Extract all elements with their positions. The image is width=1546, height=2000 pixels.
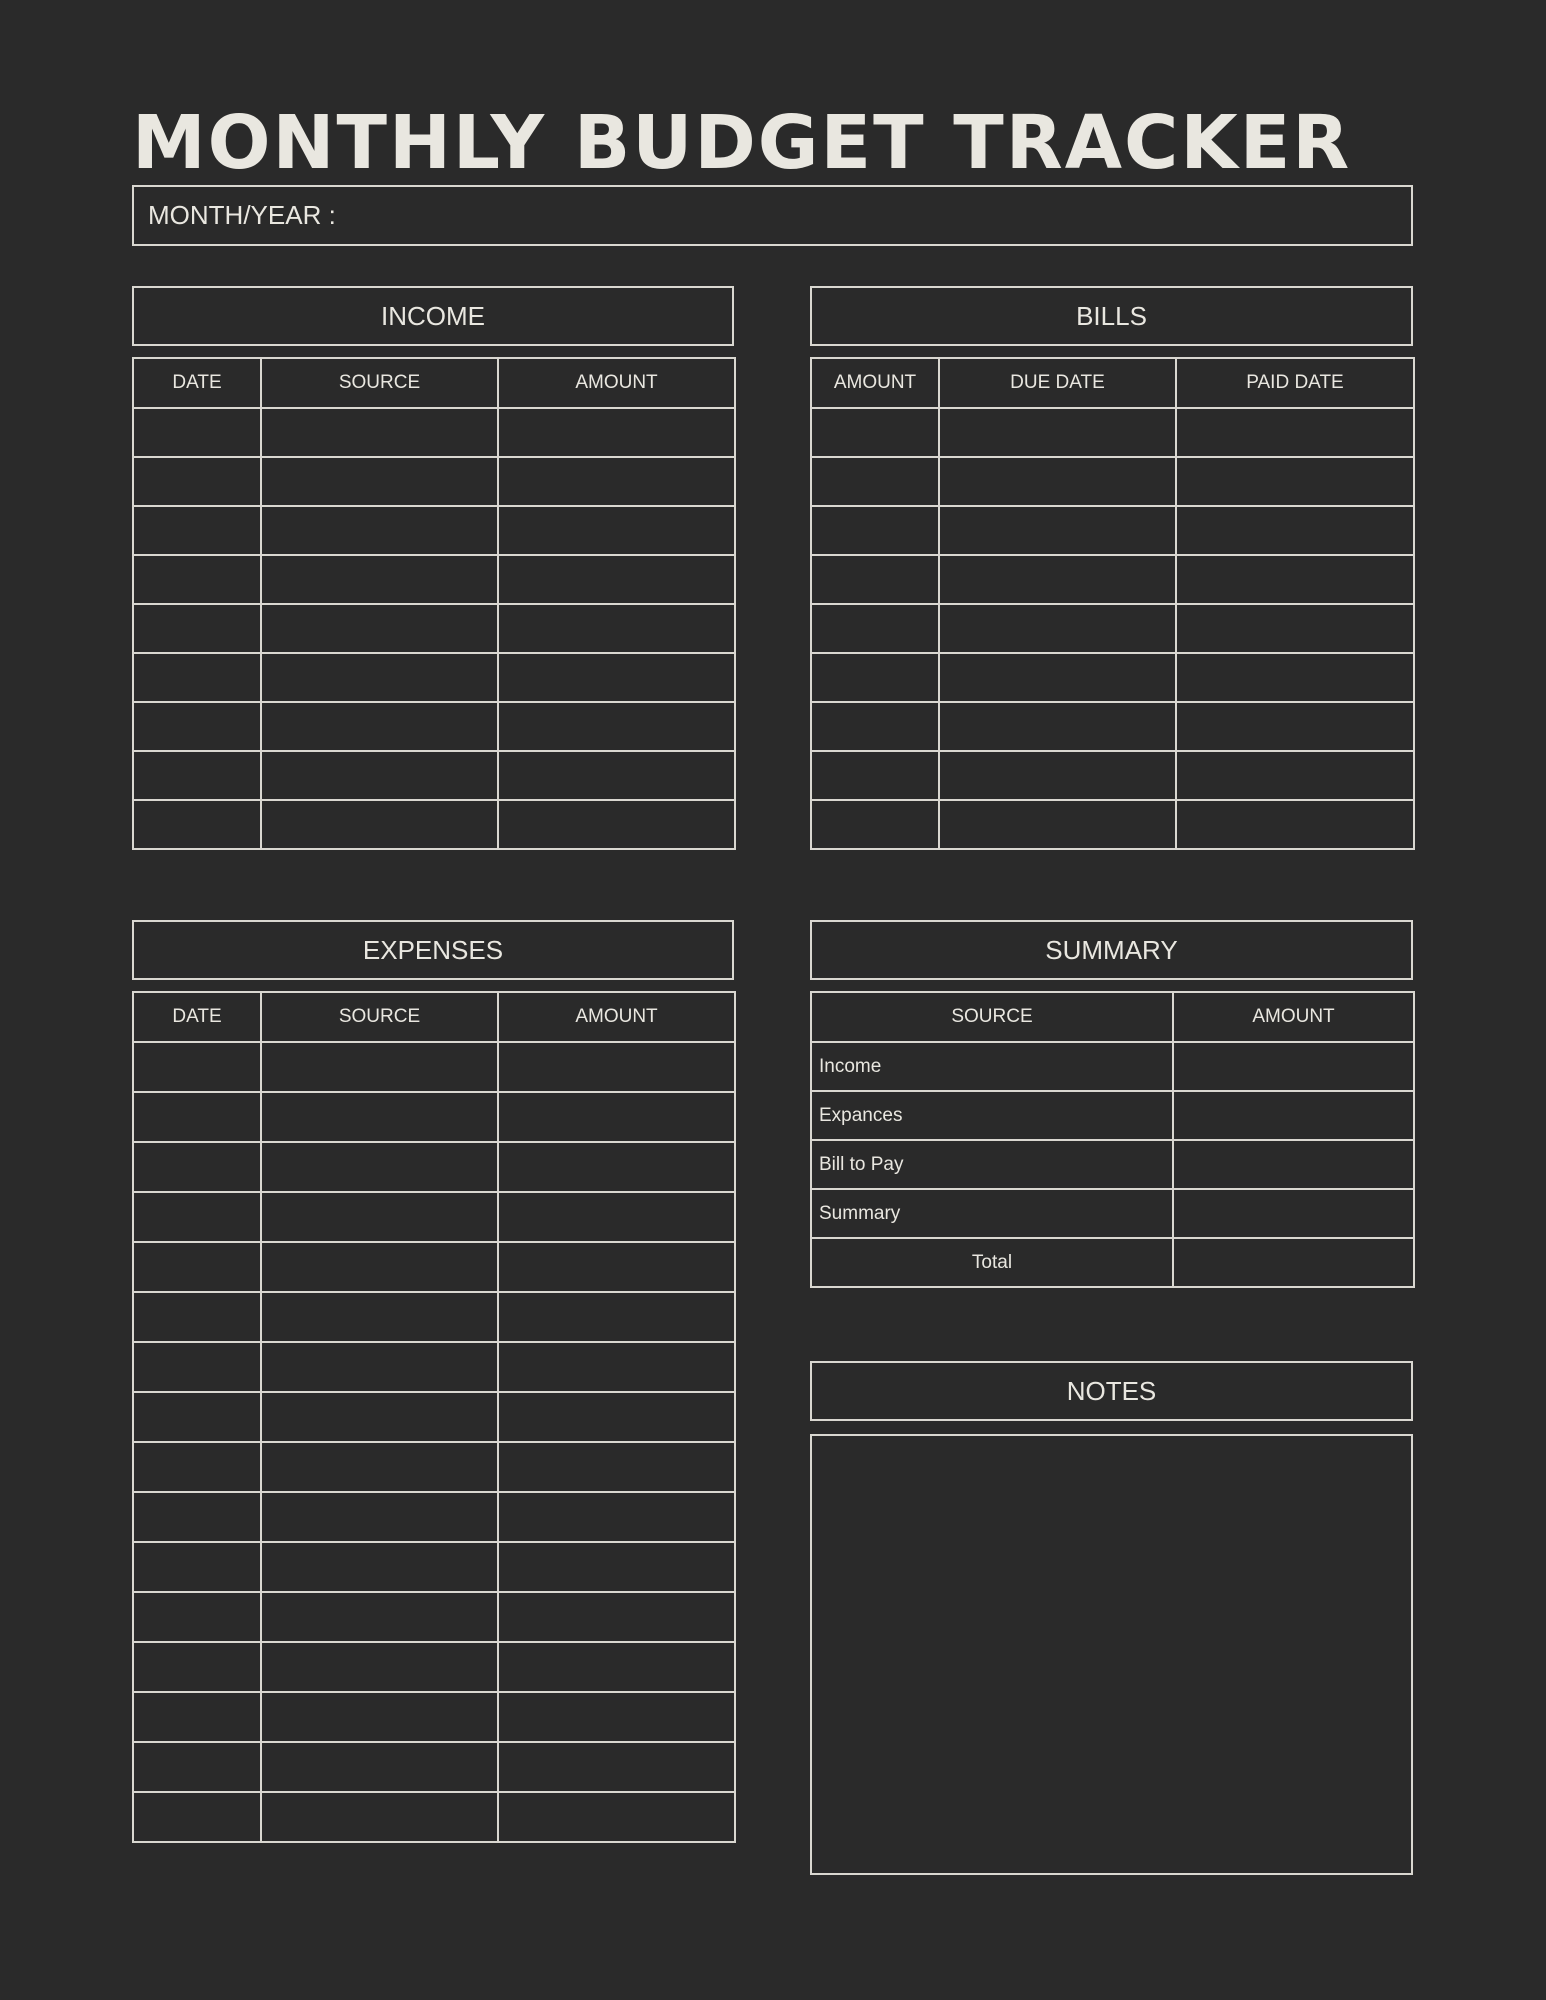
income-row: [133, 751, 735, 800]
expenses-cell[interactable]: [133, 1042, 261, 1092]
bills-cell[interactable]: [1176, 408, 1414, 457]
bills-cell[interactable]: [939, 604, 1176, 653]
expenses-cell[interactable]: [498, 1292, 735, 1342]
expenses-body: [133, 1042, 735, 1842]
expenses-heading: [132, 920, 734, 980]
bills-col-due-date: DUE DATE: [939, 358, 1176, 408]
expenses-row: [133, 1742, 735, 1792]
expenses-cell[interactable]: [498, 1342, 735, 1392]
month-year-field[interactable]: [132, 185, 1413, 246]
income-cell[interactable]: [498, 457, 735, 506]
bills-cell[interactable]: [811, 653, 939, 702]
income-row: [133, 604, 735, 653]
expenses-cell[interactable]: [133, 1192, 261, 1242]
expenses-cell[interactable]: [498, 1692, 735, 1742]
expenses-row: [133, 1192, 735, 1242]
expenses-cell[interactable]: [133, 1742, 261, 1792]
summary-amount-summary[interactable]: [1173, 1189, 1414, 1238]
summary-amount-expances[interactable]: [1173, 1091, 1414, 1140]
summary-label-income: Income: [811, 1042, 1173, 1091]
income-cell[interactable]: [133, 408, 261, 457]
income-col-source: SOURCE: [261, 358, 498, 408]
expenses-cell[interactable]: [133, 1542, 261, 1592]
bills-cell[interactable]: [811, 702, 939, 751]
summary-row-summary: [811, 1189, 1414, 1238]
income-table: [132, 357, 736, 850]
expenses-row: [133, 1592, 735, 1642]
expenses-cell[interactable]: [261, 1542, 498, 1592]
expenses-row: [133, 1492, 735, 1542]
expenses-cell[interactable]: [498, 1142, 735, 1192]
income-cell[interactable]: [498, 408, 735, 457]
expenses-row: [133, 1392, 735, 1442]
expenses-col-source: SOURCE: [261, 992, 498, 1042]
bills-row: [811, 653, 1414, 702]
income-cell[interactable]: [133, 653, 261, 702]
income-cell[interactable]: [261, 506, 498, 555]
expenses-header-row: [133, 992, 735, 1042]
expenses-cell[interactable]: [261, 1092, 498, 1142]
income-row: [133, 653, 735, 702]
expenses-cell[interactable]: [498, 1792, 735, 1842]
bills-cell[interactable]: [811, 751, 939, 800]
income-cell[interactable]: [498, 555, 735, 604]
income-heading: [132, 286, 734, 346]
summary-label-expances: Expances: [811, 1091, 1173, 1140]
expenses-row: [133, 1542, 735, 1592]
income-cell[interactable]: [261, 751, 498, 800]
bills-cell[interactable]: [811, 555, 939, 604]
expenses-cell[interactable]: [133, 1692, 261, 1742]
expenses-cell[interactable]: [498, 1042, 735, 1092]
summary-row-bill-to-pay: [811, 1140, 1414, 1189]
expenses-cell[interactable]: [498, 1242, 735, 1292]
expenses-cell[interactable]: [261, 1592, 498, 1642]
summary-col-amount: AMOUNT: [1173, 992, 1414, 1042]
income-cell[interactable]: [261, 555, 498, 604]
expenses-cell[interactable]: [261, 1242, 498, 1292]
expenses-cell[interactable]: [133, 1292, 261, 1342]
income-body: [133, 408, 735, 849]
income-cell[interactable]: [133, 702, 261, 751]
bills-cell[interactable]: [1176, 653, 1414, 702]
expenses-cell[interactable]: [261, 1742, 498, 1792]
income-row: [133, 800, 735, 849]
income-cell[interactable]: [261, 408, 498, 457]
expenses-cell[interactable]: [261, 1192, 498, 1242]
summary-amount-income[interactable]: [1173, 1042, 1414, 1091]
expenses-cell[interactable]: [498, 1592, 735, 1642]
income-cell[interactable]: [498, 800, 735, 849]
bills-cell[interactable]: [939, 408, 1176, 457]
income-cell[interactable]: [498, 751, 735, 800]
income-cell[interactable]: [261, 702, 498, 751]
page-title: MONTHLY BUDGET TRACKER: [132, 100, 1352, 186]
bills-cell[interactable]: [1176, 751, 1414, 800]
bills-cell[interactable]: [1176, 800, 1414, 849]
bills-cell[interactable]: [939, 653, 1176, 702]
bills-cell[interactable]: [811, 800, 939, 849]
bills-row: [811, 408, 1414, 457]
bills-cell[interactable]: [1176, 604, 1414, 653]
expenses-cell[interactable]: [261, 1342, 498, 1392]
expenses-cell[interactable]: [261, 1792, 498, 1842]
expenses-cell[interactable]: [133, 1492, 261, 1542]
income-row: [133, 457, 735, 506]
expenses-row: [133, 1342, 735, 1392]
expenses-row: [133, 1092, 735, 1142]
summary-label-summary: Summary: [811, 1189, 1173, 1238]
expenses-cell[interactable]: [261, 1042, 498, 1092]
bills-row: [811, 506, 1414, 555]
income-cell[interactable]: [133, 555, 261, 604]
bills-cell[interactable]: [939, 555, 1176, 604]
expenses-col-date: DATE: [133, 992, 261, 1042]
income-cell[interactable]: [133, 506, 261, 555]
expenses-cell[interactable]: [498, 1642, 735, 1692]
expenses-cell[interactable]: [261, 1642, 498, 1692]
summary-row-income: [811, 1042, 1414, 1091]
expenses-cell[interactable]: [498, 1392, 735, 1442]
income-header-row: [133, 358, 735, 408]
bills-cell[interactable]: [939, 800, 1176, 849]
expenses-heading-text: EXPENSES: [362, 934, 504, 965]
bills-row: [811, 800, 1414, 849]
expenses-cell[interactable]: [498, 1542, 735, 1592]
income-cell[interactable]: [498, 604, 735, 653]
notes-heading: [810, 1361, 1413, 1421]
income-row: [133, 555, 735, 604]
bills-row: [811, 555, 1414, 604]
bills-cell[interactable]: [1176, 555, 1414, 604]
expenses-row: [133, 1292, 735, 1342]
expenses-cell[interactable]: [133, 1442, 261, 1492]
expenses-cell[interactable]: [133, 1142, 261, 1192]
income-cell[interactable]: [261, 653, 498, 702]
income-col-date: DATE: [133, 358, 261, 408]
summary-label-total: Total: [811, 1238, 1173, 1287]
expenses-cell[interactable]: [498, 1192, 735, 1242]
bills-table: [810, 357, 1415, 850]
expenses-cell[interactable]: [498, 1742, 735, 1792]
bills-cell[interactable]: [939, 702, 1176, 751]
expenses-cell[interactable]: [133, 1342, 261, 1392]
bills-col-paid-date: PAID DATE: [1176, 358, 1414, 408]
expenses-cell[interactable]: [261, 1142, 498, 1192]
bills-row: [811, 702, 1414, 751]
income-cell[interactable]: [261, 800, 498, 849]
expenses-row: [133, 1792, 735, 1842]
summary-row-total: [811, 1238, 1414, 1287]
expenses-table: [132, 991, 736, 1843]
bills-heading: [810, 286, 1413, 346]
income-row: [133, 702, 735, 751]
summary-row-expances: [811, 1091, 1414, 1140]
income-cell[interactable]: [498, 506, 735, 555]
income-cell[interactable]: [261, 457, 498, 506]
month-year-label: MONTH/YEAR :: [148, 200, 336, 230]
bills-row: [811, 457, 1414, 506]
bills-header-row: [811, 358, 1414, 408]
expenses-row: [133, 1442, 735, 1492]
income-cell[interactable]: [133, 457, 261, 506]
expenses-cell[interactable]: [133, 1242, 261, 1292]
income-cell[interactable]: [498, 702, 735, 751]
income-cell[interactable]: [133, 800, 261, 849]
expenses-cell[interactable]: [133, 1092, 261, 1142]
income-cell[interactable]: [261, 604, 498, 653]
summary-amount-bill-to-pay[interactable]: [1173, 1140, 1414, 1189]
bills-body: [811, 408, 1414, 849]
income-cell[interactable]: [498, 653, 735, 702]
expenses-cell[interactable]: [261, 1692, 498, 1742]
bills-cell[interactable]: [811, 408, 939, 457]
bills-cell[interactable]: [1176, 457, 1414, 506]
expenses-cell[interactable]: [261, 1492, 498, 1542]
bills-cell[interactable]: [939, 751, 1176, 800]
bills-cell[interactable]: [939, 457, 1176, 506]
bills-cell[interactable]: [1176, 506, 1414, 555]
bills-cell[interactable]: [811, 604, 939, 653]
expenses-row: [133, 1642, 735, 1692]
expenses-row: [133, 1042, 735, 1092]
expenses-cell[interactable]: [261, 1442, 498, 1492]
bills-cell[interactable]: [811, 506, 939, 555]
summary-label-bill-to-pay: Bill to Pay: [811, 1140, 1173, 1189]
income-cell[interactable]: [133, 604, 261, 653]
expenses-cell[interactable]: [261, 1392, 498, 1442]
bills-row: [811, 751, 1414, 800]
expenses-row: [133, 1692, 735, 1742]
expenses-cell[interactable]: [261, 1292, 498, 1342]
bills-cell[interactable]: [1176, 702, 1414, 751]
expenses-row: [133, 1142, 735, 1192]
summary-header-row: [811, 992, 1414, 1042]
expenses-cell[interactable]: [498, 1092, 735, 1142]
bills-cell[interactable]: [811, 457, 939, 506]
summary-col-source: SOURCE: [811, 992, 1173, 1042]
bills-heading-text: BILLS: [1076, 300, 1147, 331]
expenses-cell[interactable]: [133, 1592, 261, 1642]
expenses-cell[interactable]: [498, 1492, 735, 1542]
expenses-cell[interactable]: [133, 1642, 261, 1692]
bills-row: [811, 604, 1414, 653]
expenses-cell[interactable]: [133, 1392, 261, 1442]
expenses-cell[interactable]: [498, 1442, 735, 1492]
income-row: [133, 506, 735, 555]
summary-amount-total[interactable]: [1173, 1238, 1414, 1287]
income-row: [133, 408, 735, 457]
expenses-col-amount: AMOUNT: [498, 992, 735, 1042]
notes-heading-text: NOTES: [1066, 1375, 1157, 1406]
summary-heading: [810, 920, 1413, 980]
bills-cell[interactable]: [939, 506, 1176, 555]
summary-heading-text: SUMMARY: [1045, 934, 1178, 965]
notes-area[interactable]: [810, 1434, 1413, 1875]
bills-col-amount: AMOUNT: [811, 358, 939, 408]
income-cell[interactable]: [133, 751, 261, 800]
summary-table: [810, 991, 1415, 1288]
expenses-cell[interactable]: [133, 1792, 261, 1842]
income-col-amount: AMOUNT: [498, 358, 735, 408]
income-heading-text: INCOME: [381, 300, 485, 331]
expenses-row: [133, 1242, 735, 1292]
